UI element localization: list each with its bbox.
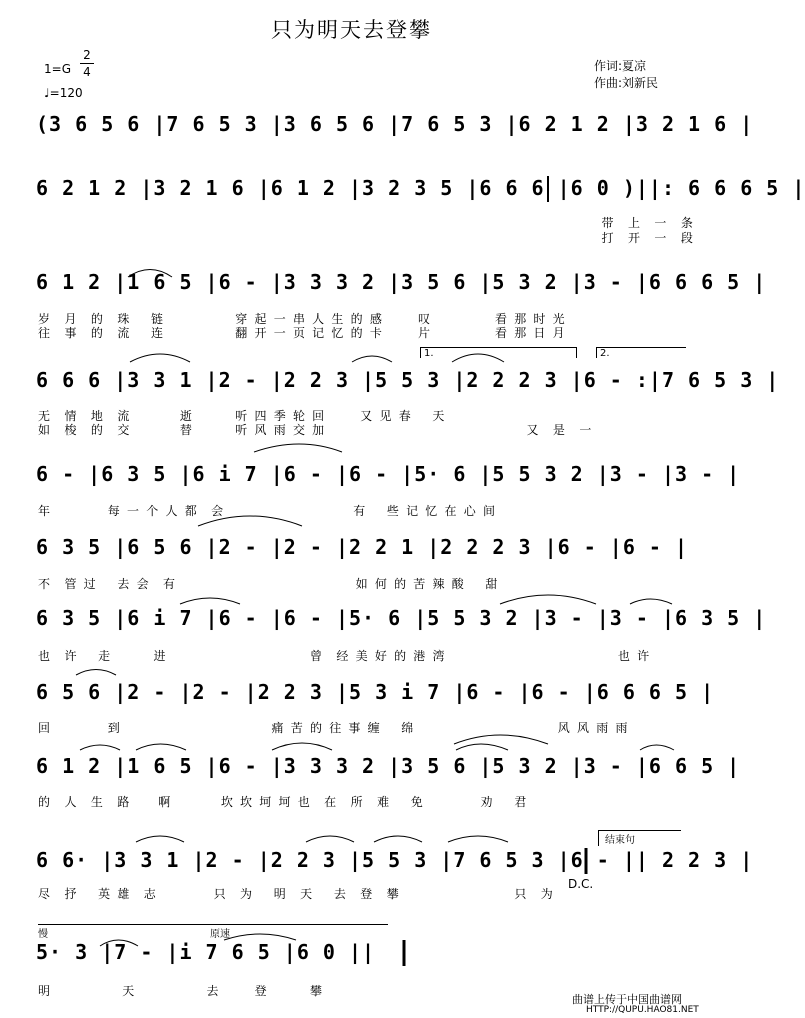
time-numerator: 2 bbox=[83, 48, 91, 62]
composer: 作曲:刘新民 bbox=[594, 76, 659, 90]
slur bbox=[76, 670, 116, 676]
score-line: 6 1 2 |1 6 5 |6 - |3 3 3 2 |3 5 6 |5 3 2 |3 - |6 6 5 | bbox=[36, 754, 741, 778]
lyric-line: 无 情 地 流 逝 听 四 季 轮 回 又 见 春 天 bbox=[38, 409, 445, 423]
score-line: 6 - |6 3 5 |6 i 7 |6 - |6 - |5· 6 |5 5 3 2 |3 - |3 - | bbox=[36, 462, 741, 486]
slur bbox=[352, 356, 392, 362]
lyric-line: 如 梭 的 交 替 听 风 雨 交 加 又 是 一 bbox=[38, 423, 592, 437]
score-line: 6 1 2 |1 6 5 |6 - |3 3 3 2 |3 5 6 |5 3 2 |3 - |6 6 6 5 | bbox=[36, 270, 767, 294]
score-line: 6 5 6 |2 - |2 - |2 2 3 |5 3 i 7 |6 - |6 - |6 6 6 5 | bbox=[36, 680, 715, 704]
lyricist: 作词:夏凉 bbox=[594, 59, 647, 73]
score-line: 6 6· |3 3 1 |2 - |2 2 3 |5 5 3 |7 6 5 3 |6 - || 2 2 3 | bbox=[36, 848, 754, 872]
tempo-marking: ♩=120 bbox=[44, 86, 83, 100]
key-signature: 1=G bbox=[44, 62, 71, 76]
da-capo: D.C. bbox=[568, 877, 594, 891]
score-line: 6 3 5 |6 5 6 |2 - |2 - |2 2 1 |2 2 2 3 |6 - |6 - | bbox=[36, 535, 689, 559]
footer-url: HTTP://QUPU.HAO81.NET bbox=[586, 1005, 699, 1015]
slur bbox=[130, 354, 190, 362]
slur bbox=[448, 836, 508, 842]
coda-label: 结束句 bbox=[598, 830, 681, 846]
lyric-line: 往 事 的 流 连 翻 开 一 页 记 忆 的 卡 片 看 那 日 月 bbox=[38, 326, 565, 340]
first-ending: 1. bbox=[420, 347, 577, 358]
score-line: 6 6 6 |3 3 1 |2 - |2 2 3 |5 5 3 |2 2 2 3 |6 - :|7 6 5 3 | bbox=[36, 368, 780, 392]
slur bbox=[640, 745, 674, 750]
score-line: 6 2 1 2 |3 2 1 6 |6 1 2 |3 2 3 5 |6 6 6 |6 0 )||: 6 6 6 5 | bbox=[36, 176, 805, 200]
song-title: 只为明天去登攀 bbox=[271, 18, 432, 42]
slur bbox=[454, 735, 548, 744]
lyric-line: 明 天 去 登 攀 bbox=[38, 984, 322, 998]
original-tempo-label: 原速 bbox=[210, 929, 230, 940]
slur bbox=[254, 444, 342, 452]
slur bbox=[180, 598, 240, 604]
slur bbox=[136, 836, 184, 842]
score-line: (3 6 5 6 |7 6 5 3 |3 6 5 6 |7 6 5 3 |6 2 1 2 |3 2 1 6 | bbox=[36, 112, 754, 136]
score-line: 6 3 5 |6 i 7 |6 - |6 - |5· 6 |5 5 3 2 |3 - |3 - |6 3 5 | bbox=[36, 606, 767, 630]
slur bbox=[272, 743, 332, 750]
slur bbox=[500, 595, 596, 604]
slow-label: 慢 bbox=[38, 929, 48, 940]
lyric-line: 回 到 痛 苦 的 往 事 缠 绵 风 风 雨 雨 bbox=[38, 721, 628, 735]
lyric-line: 带 上 一 条 bbox=[38, 216, 693, 230]
slur bbox=[80, 745, 120, 750]
second-ending: 2. bbox=[596, 347, 686, 358]
footer-source: 曲谱上传于中国曲谱网 bbox=[572, 993, 682, 1006]
time-denominator: 4 bbox=[83, 65, 91, 79]
lyric-line: 尽 抒 英 雄 志 只 为 明 天 去 登 攀 只 为 bbox=[38, 887, 553, 901]
slur bbox=[630, 599, 672, 604]
time-signature bbox=[80, 48, 94, 79]
slur bbox=[136, 744, 186, 750]
slur bbox=[306, 836, 354, 842]
lyric-line: 不 管 过 去 会 有 如 何 的 苦 辣 酸 甜 bbox=[38, 577, 498, 591]
score-line: 5· 3 |7 - |i 7 6 5 |6 0 || bbox=[36, 940, 376, 964]
lyric-line: 年 每 一 个 人 都 会 有 些 记 忆 在 心 间 bbox=[38, 504, 495, 518]
lyric-line: 打 开 一 段 bbox=[38, 231, 693, 245]
lyric-line: 的 人 生 路 啊 坎 坎 坷 坷 也 在 所 难 免 劝 君 bbox=[38, 795, 527, 809]
lyric-line: 岁 月 的 珠 链 穿 起 一 串 人 生 的 感 叹 看 那 时 光 bbox=[38, 312, 565, 326]
slur bbox=[456, 744, 508, 750]
slow-marking bbox=[38, 924, 388, 940]
slur bbox=[374, 836, 422, 842]
credits bbox=[594, 58, 658, 92]
lyric-line: 也 许 走 进 曾 经 美 好 的 港 湾 也 许 bbox=[38, 649, 650, 663]
